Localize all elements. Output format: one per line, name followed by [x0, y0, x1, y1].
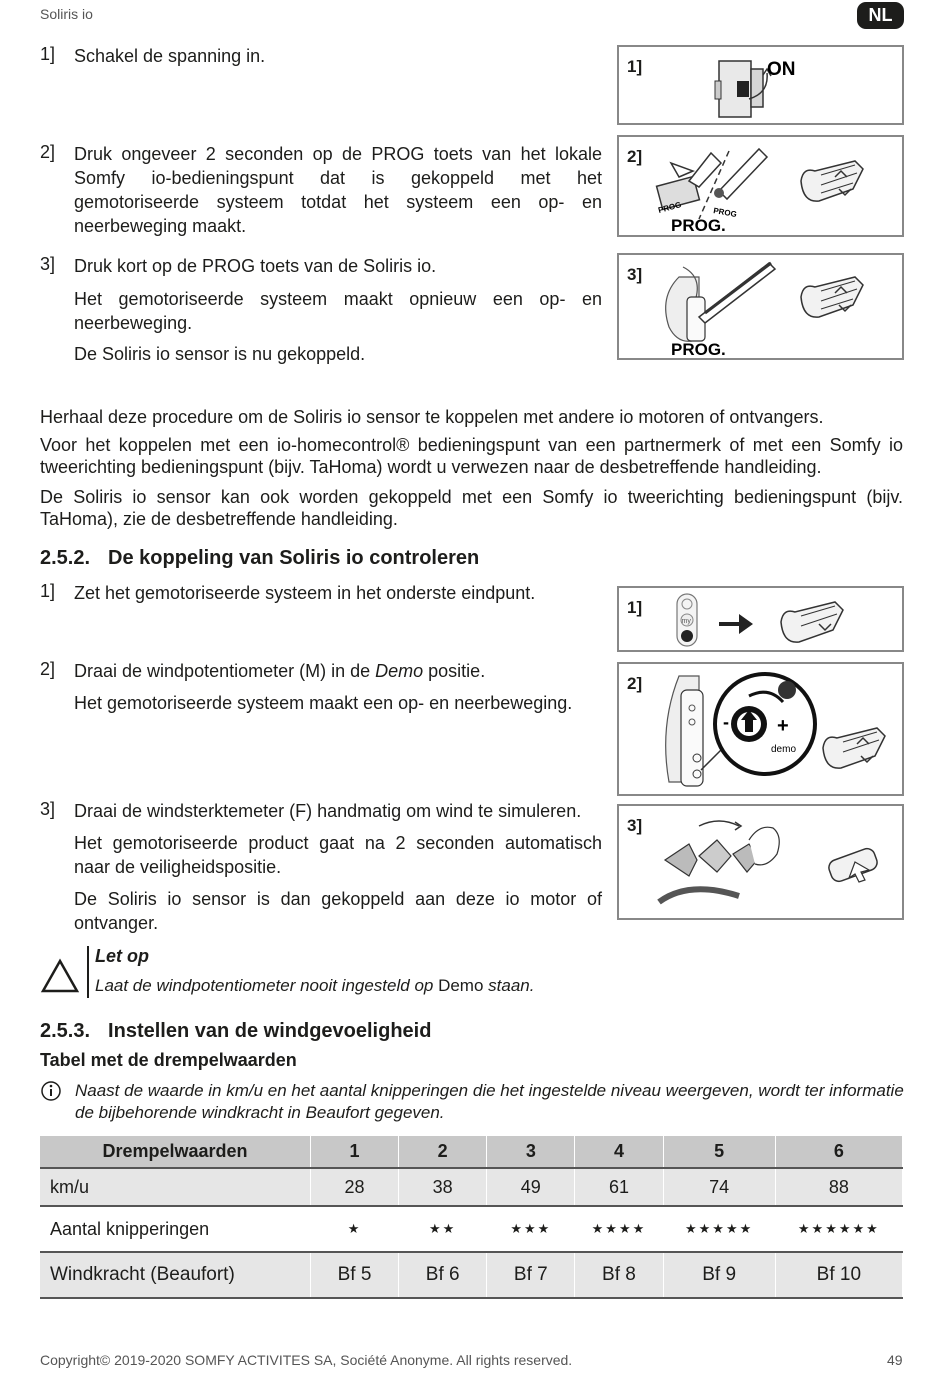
- figure-number: 2]: [627, 674, 643, 693]
- svg-text:my: my: [681, 618, 691, 625]
- svg-text:demo: demo: [771, 744, 797, 755]
- table-cell: 74: [663, 1168, 775, 1206]
- step-subtext: De Soliris io sensor is dan gekoppeld aan deze io motor of ontvanger.: [74, 889, 602, 933]
- language-badge: NL: [857, 2, 904, 29]
- table-cell: Bf 6: [399, 1252, 487, 1298]
- blink-stars: ★★: [399, 1206, 487, 1252]
- warning-text: Laat de windpotentiometer nooit ingesteld op Demo staan.: [95, 976, 535, 995]
- sensor-prog-illustration: [649, 257, 899, 359]
- section-title: Instellen van de windgevoeligheid: [108, 1020, 432, 1042]
- blink-stars: ★★★★★: [663, 1206, 775, 1252]
- page-number: 49: [887, 1352, 903, 1368]
- step-text: Draai de windsterktemeter (F) handmatig om wind te simuleren.: [74, 801, 582, 821]
- figure-wind-simulation: [617, 804, 904, 920]
- svg-text:-: -: [723, 712, 729, 732]
- table-cell: 38: [399, 1168, 487, 1206]
- figure-number: 1]: [627, 57, 643, 76]
- table-title: Tabel met de drempelwaarden: [40, 1050, 297, 1070]
- table-cell: Windkracht (Beaufort): [40, 1252, 310, 1298]
- section-title: De koppeling van Soliris io controleren: [108, 547, 480, 569]
- table-cell: 88: [775, 1168, 902, 1206]
- table-cell: Bf 9: [663, 1252, 775, 1298]
- paragraph: Herhaal deze procedure om de Soliris io sensor te koppelen met andere io motoren of ontvangers.: [40, 407, 824, 427]
- remote-down-illustration: [669, 592, 899, 650]
- table-cell: Bf 8: [575, 1252, 663, 1298]
- step-subtext: De Soliris io sensor is nu gekoppeld.: [74, 344, 366, 364]
- table-row: [40, 1252, 903, 1298]
- blink-stars: ★: [310, 1206, 398, 1252]
- step-text: Druk kort op de PROG toets van de Soliris io.: [74, 256, 437, 276]
- section-number: 2.5.2.: [40, 547, 91, 569]
- step-subtext: Het gemotoriseerde systeem maakt een op- en neerbeweging.: [74, 693, 573, 713]
- table-header: 4: [575, 1136, 663, 1168]
- anemometer-illustration: [649, 810, 899, 918]
- table-header: 1: [310, 1136, 398, 1168]
- info-note: Naast de waarde in km/u en het aantal knipperingen die het ingestelde niveau weergeven, wordt ter informatie de bijbehorende windkracht in Beaufort gegeven.: [75, 1081, 904, 1122]
- step-text: Zet het gemotoriseerde systeem in het onderste eindpunt.: [74, 583, 536, 603]
- table-header: 6: [775, 1136, 902, 1168]
- table-cell: Bf 10: [775, 1252, 902, 1298]
- figure-switch-on: [617, 45, 904, 125]
- step-number: 2]: [40, 659, 56, 679]
- step-number: 3]: [40, 254, 56, 274]
- table-cell: Bf 7: [487, 1252, 575, 1298]
- step-number: 1]: [40, 581, 56, 601]
- table-row: [40, 1206, 903, 1252]
- figure-prog-remote: [617, 135, 904, 237]
- awning-icon: [801, 277, 863, 317]
- info-icon: [40, 1080, 62, 1102]
- svg-text:+: +: [777, 715, 789, 737]
- figure-number: 3]: [627, 265, 643, 284]
- prog-label: PROG.: [671, 216, 726, 235]
- figure-number: 2]: [627, 147, 643, 166]
- svg-text:PROG: PROG: [657, 200, 683, 215]
- figure-demo-position: [617, 662, 904, 796]
- threshold-table: [40, 1136, 903, 1299]
- awning-icon: [823, 728, 885, 768]
- table-row: [40, 1168, 903, 1206]
- paragraph: Voor het koppelen met een io-homecontrol® bedieningspunt van een partnermerk of met een Somfy io tweerichting bedieningspunt (bijv. TaHoma) wordt u verwezen naar de desbetreffende handleiding.: [40, 435, 903, 477]
- circuit-breaker-icon: [709, 51, 819, 121]
- awning-icon: [781, 602, 843, 642]
- awning-icon: [801, 161, 863, 201]
- table-cell: 61: [575, 1168, 663, 1206]
- table-header: 5: [663, 1136, 775, 1168]
- step-text: Schakel de spanning in.: [74, 46, 266, 66]
- prog-label: PROG.: [671, 340, 726, 359]
- section-number: 2.5.3.: [40, 1020, 91, 1042]
- demo-emphasis: Demo: [375, 661, 424, 681]
- step-subtext: Het gemotoriseerde systeem maakt opnieuw een op- en neerbeweging.: [74, 289, 602, 333]
- step-number: 3]: [40, 799, 56, 819]
- table-cell: Aantal knipperingen: [40, 1206, 310, 1252]
- table-header: Drempelwaarden: [40, 1136, 310, 1168]
- warning-triangle-icon: [40, 958, 80, 994]
- svg-text:PROG: PROG: [712, 206, 738, 220]
- table-cell: km/u: [40, 1168, 310, 1206]
- paragraph: De Soliris io sensor kan ook worden gekoppeld met een Somfy io tweerichting bedieningspunt (bijv. TaHoma), zie de desbetreffende handleiding.: [40, 487, 903, 529]
- on-label: ON: [767, 59, 796, 80]
- step-number: 1]: [40, 44, 56, 64]
- section-heading: [40, 547, 497, 570]
- step-text: Draai de windpotentiometer (M) in de Demo positie.: [74, 661, 486, 681]
- table-cell: Bf 5: [310, 1252, 398, 1298]
- awning-icon: [827, 846, 880, 883]
- blink-stars: ★★★★★★: [775, 1206, 902, 1252]
- table-cell: 28: [310, 1168, 398, 1206]
- table-header-row: [40, 1136, 903, 1168]
- header-title: Soliris io: [40, 6, 93, 22]
- step-text: Druk ongeveer 2 seconden op de PROG toets van het lokale Somfy io-bedieningspunt dat is gekoppeld met het gemotoriseerde systeem totdat het systeem een op- en neerbeweging maakt.: [74, 144, 602, 236]
- table-header: 2: [399, 1136, 487, 1168]
- table-cell: 49: [487, 1168, 575, 1206]
- remote-prog-illustration: [649, 141, 899, 235]
- section-heading: [40, 1020, 449, 1043]
- arrow-right-icon: [719, 614, 753, 634]
- demo-emphasis: Demo: [438, 976, 484, 995]
- blink-stars: ★★★: [487, 1206, 575, 1252]
- step-subtext: Het gemotoriseerde product gaat na 2 seconden automatisch naar de veiligheidspositie.: [74, 833, 602, 877]
- blink-stars: ★★★★: [575, 1206, 663, 1252]
- figure-number: 3]: [627, 816, 643, 835]
- warning-title: Let op: [95, 946, 149, 966]
- figure-number: 1]: [627, 598, 643, 617]
- potentiometer-illustration: [649, 666, 901, 794]
- footer-copyright: Copyright© 2019-2020 SOMFY ACTIVITES SA, Société Anonyme. All rights reserved.: [40, 1352, 573, 1368]
- figure-prog-sensor: [617, 253, 904, 360]
- step-number: 2]: [40, 142, 56, 162]
- table-header: 3: [487, 1136, 575, 1168]
- warning-divider: [87, 946, 89, 998]
- figure-down-position: [617, 586, 904, 652]
